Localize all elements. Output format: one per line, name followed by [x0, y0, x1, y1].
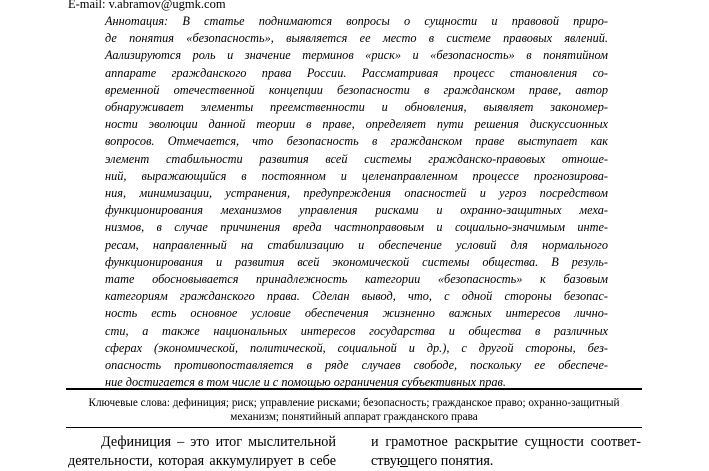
abstract-line: аппарате гражданского права России. Рассматривая процесс становления со- [105, 65, 608, 80]
body-line: и грамотное раскрытие сущности соответ- [371, 434, 641, 450]
body-column-right [371, 433, 641, 471]
abstract-line: функционирования механизмов управления рисками и охранно-защитных меха- [105, 203, 608, 218]
keywords [66, 397, 642, 424]
top-rule [66, 388, 642, 390]
abstract-line: элемент стабильности развития всей системы гражданско-правовых отноше- [105, 151, 608, 166]
abstract-line: опасность противопоставляется в ряде случаев свободе, поскольку ее обеспече- [105, 358, 608, 373]
abstract-line: функционирования и развития всей экономической системы общества. В резуль- [105, 254, 608, 269]
cropped-glyph [400, 466, 408, 471]
bottom-rule [66, 427, 642, 428]
keywords-line: механизм; понятийный аппарат гражданского права [230, 410, 478, 423]
abstract-line: тате обосновывается принадлежность категории «безопасность» к базовым [105, 272, 608, 287]
abstract-line: ние достигается в том числе и с помощью ограничения субъективных прав. [105, 375, 506, 390]
abstract-line: ний, выражающийся в постоянном и целенаправленном процессе прогнозирова- [105, 168, 608, 183]
abstract-line: вопросов. Отмечается, что безопасность в гражданском праве выступает как [105, 134, 608, 149]
abstract-line: ность есть основное условие обеспечения жизненно важных интересов лично- [105, 306, 608, 321]
body-line: Дефиниция – это итог мыслительной [101, 434, 336, 450]
abstract-line: низмов, в случае причинения вреда частноправовым и социально-значимым инте- [105, 220, 608, 235]
keywords-line: Ключевые слова: дефиниция; риск; управление рисками; безопасность; гражданское право; охранно-защитный [88, 397, 620, 409]
body-line: ствующего понятия. [371, 453, 494, 469]
abstract-line: де понятия «безопасность», выявляется ее место в системе правовых явлений. [105, 31, 608, 46]
abstract-line: Аннотация: В статье поднимаются вопросы о сущности и правовой приро- [105, 14, 608, 28]
abstract-line: сти, а также национальных интересов государства и общества в различных [105, 323, 608, 338]
body-column-left [68, 433, 336, 471]
abstract-line: сферах (экономической, политической, социальной и др.), с другой стороны, без- [105, 340, 608, 355]
abstract-line: ния, минимизации, устранения, предупреждения опасностей и угроз посредством [105, 186, 608, 201]
abstract-line: ресам, направленный на стабилизацию и обеспечение условий для нормального [105, 237, 608, 252]
body-line: деятельности, которая аккумулирует в себе [68, 453, 336, 469]
abstract-line: Аализируются роль и значение терминов «риск» и «безопасность» в понятийном [105, 48, 608, 63]
abstract-line: временной отечественной концепции безопасности в гражданском праве, автор [105, 82, 608, 97]
abstract-line: ности эволюции данной теории в праве, определяет пути решения дискуссионных [105, 117, 608, 132]
author-email: E-mail: v.abramov@ugmk.com [68, 0, 226, 11]
abstract-line: категориям гражданского права. Сделан вывод, что, с одной стороны безопас- [105, 289, 608, 304]
abstract-line: обнаруживает элементы преемственности и обновления, выявляет закономер- [105, 100, 608, 115]
abstract [105, 13, 608, 391]
